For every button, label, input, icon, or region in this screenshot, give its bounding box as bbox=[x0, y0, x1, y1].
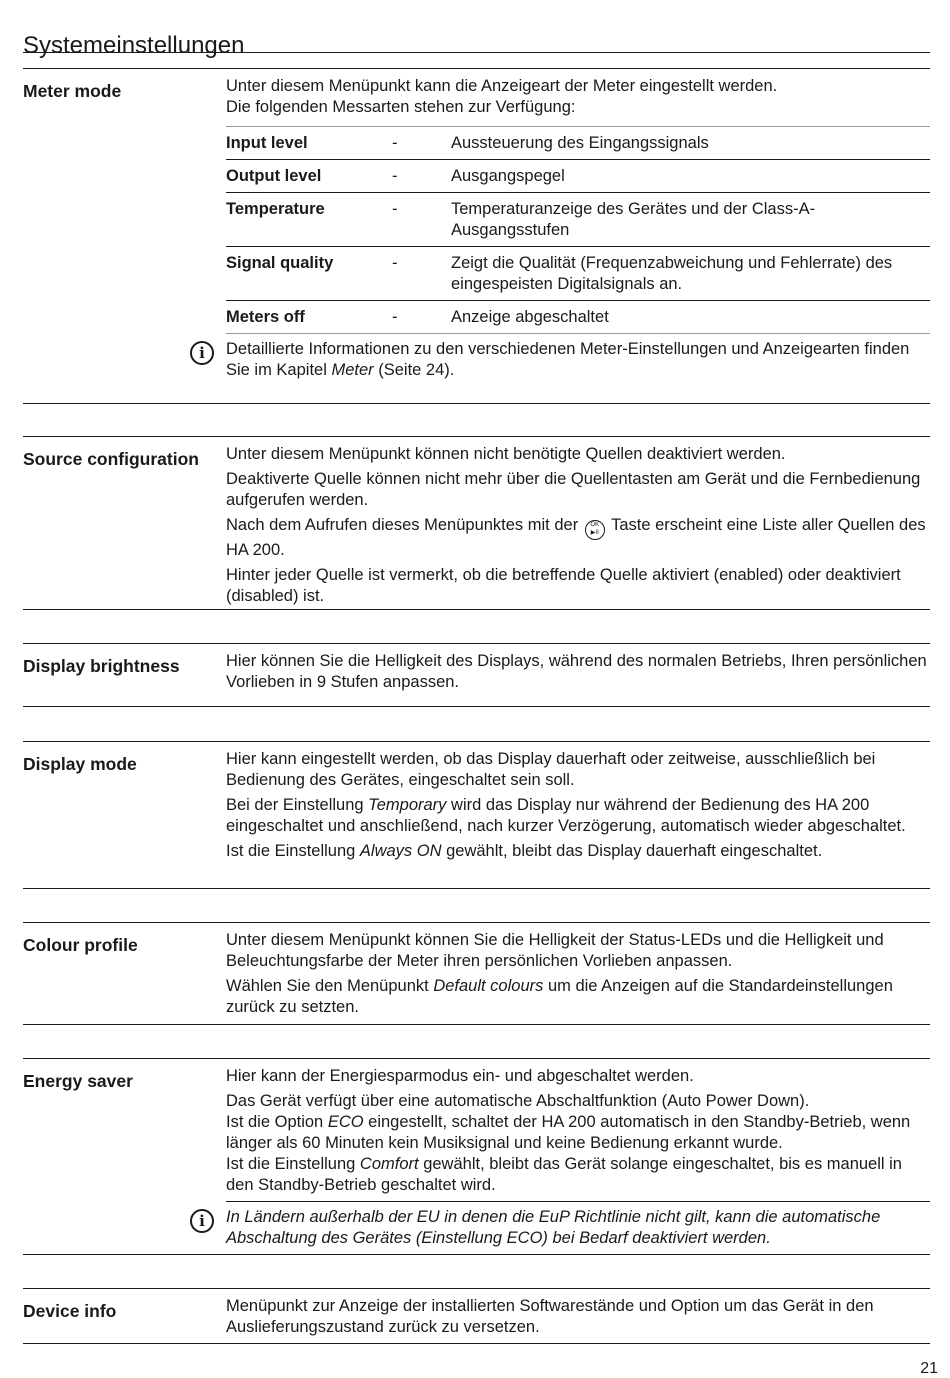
paragraph: Hier kann der Energiesparmodus ein- und abgeschaltet werden. bbox=[226, 1067, 694, 1085]
paragraph: Menüpunkt zur Anzeige der installierten Softwarestände und Option um das Gerät in den Auslieferungszustand zurück zu versetzen. bbox=[226, 1297, 874, 1336]
menu-item-name: Default colours bbox=[433, 977, 544, 995]
section-heading: Colour profile bbox=[23, 935, 138, 955]
text-part: Ist die Option bbox=[226, 1113, 328, 1131]
text-part: Wählen Sie den Menüpunkt bbox=[226, 977, 434, 995]
info-icon: i bbox=[190, 341, 214, 365]
page-number: 21 bbox=[920, 1360, 938, 1377]
section-display-mode bbox=[23, 741, 930, 889]
info-icon: i bbox=[190, 1209, 214, 1233]
option-name: ECO bbox=[327, 1113, 364, 1131]
table-row bbox=[226, 127, 930, 160]
paragraph bbox=[226, 795, 930, 837]
note-text-part: (Seite 24). bbox=[373, 361, 455, 379]
ok-play-pause-button-icon: OK ▶II bbox=[585, 520, 605, 540]
text-part: Ist die Einstellung bbox=[226, 1155, 360, 1173]
note-text: In Ländern außerhalb der EU in denen die EuP Richtlinie nicht gilt, kann die automatische Abschaltung des Gerätes (Einstellung ECO) bei Bedarf deaktiviert werden. bbox=[226, 1208, 881, 1247]
paragraph bbox=[226, 515, 930, 561]
paragraph: Das Gerät verfügt über eine automatische Abschaltfunktion (Auto Power Down). bbox=[226, 1092, 810, 1110]
note-text-part: Detaillierte Informationen zu den verschiedenen Meter-Einstellungen und Anzeigearten finden Sie im Kapitel bbox=[226, 340, 910, 379]
section-body bbox=[226, 651, 930, 697]
meter-type-description: Aussteuerung des Eingangssignals bbox=[451, 134, 709, 152]
meter-type-description: Temperaturanzeige des Gerätes und der Class-A-Ausgangsstufen bbox=[451, 200, 816, 239]
text-part: wird das Display nur während der Bedienung des HA 200 eingeschaltet und anschließend, nach kurzer Verzögerung, automatisch wieder abgeschaltet. bbox=[226, 796, 906, 835]
paragraph bbox=[226, 1112, 930, 1154]
section-heading: Device info bbox=[23, 1301, 117, 1321]
paragraph: Hinter jeder Quelle ist vermerkt, ob die betreffende Quelle aktiviert (enabled) oder deaktiviert (disabled) ist. bbox=[226, 566, 901, 605]
section-heading: Source configuration bbox=[23, 449, 199, 469]
separator-dash: - bbox=[392, 200, 398, 218]
text-part: gewählt, bleibt das Display dauerhaft eingeschaltet. bbox=[441, 842, 823, 860]
meter-type-name: Signal quality bbox=[226, 254, 334, 272]
paragraph bbox=[226, 1154, 930, 1196]
section-body bbox=[226, 930, 930, 1022]
page-title: Systemeinstellungen bbox=[23, 32, 245, 60]
note-text bbox=[226, 339, 930, 381]
paragraph: Unter diesem Menüpunkt kann die Anzeigeart der Meter eingestellt werden. bbox=[226, 77, 778, 95]
section-source-configuration bbox=[23, 436, 930, 610]
section-body bbox=[226, 444, 930, 611]
paragraph: Die folgenden Messarten stehen zur Verfügung: bbox=[226, 98, 576, 116]
chapter-reference: Meter bbox=[331, 361, 374, 379]
section-colour-profile bbox=[23, 922, 930, 1025]
section-body bbox=[199, 1066, 930, 1249]
section-heading: Display mode bbox=[23, 754, 137, 774]
separator-dash: - bbox=[392, 167, 398, 185]
section-body bbox=[199, 76, 930, 381]
section-body bbox=[226, 749, 930, 866]
setting-name: Temporary bbox=[368, 796, 447, 814]
paragraph: Hier können Sie die Helligkeit des Displays, während des normalen Betriebs, Ihren persönlichen Vorlieben in 9 Stufen anpassen. bbox=[226, 652, 927, 691]
text-part: gewählt, bleibt das Gerät solange eingeschaltet, bis es manuell in den Standby-Betrieb geschaltet wird. bbox=[226, 1155, 902, 1194]
paragraph: Hier kann eingestellt werden, ob das Display dauerhaft oder zeitweise, ausschließlich bei Bedienung des Gerätes, eingeschaltet sein soll. bbox=[226, 750, 876, 789]
text-part: Nach dem Aufrufen dieses Menüpunktes mit der bbox=[226, 516, 583, 534]
section-meter-mode bbox=[23, 68, 930, 404]
section-heading: Display brightness bbox=[23, 656, 180, 676]
table-row bbox=[226, 160, 930, 193]
text-part: Ist die Einstellung bbox=[226, 842, 360, 860]
info-note bbox=[199, 339, 930, 381]
divider bbox=[226, 1201, 930, 1202]
meter-type-name: Meters off bbox=[226, 308, 305, 326]
text-part: Taste erscheint eine Liste aller Quellen des HA 200. bbox=[226, 516, 926, 559]
paragraph bbox=[226, 976, 930, 1018]
text-part: eingestellt, schaltet der HA 200 automatisch in den Standby-Betrieb, wenn länger als 60 Minuten kein Musiksignal und keine Bedienung erkannt wurde. bbox=[226, 1113, 911, 1152]
table-row bbox=[226, 247, 930, 301]
section-display-brightness bbox=[23, 643, 930, 707]
section-device-info bbox=[23, 1288, 930, 1344]
section-heading: Meter mode bbox=[23, 81, 122, 101]
paragraph bbox=[226, 841, 930, 862]
text-part: Bei der Einstellung bbox=[226, 796, 369, 814]
text-part: um die Anzeigen auf die Standardeinstellungen zurück zu setzten. bbox=[226, 977, 893, 1016]
table-row bbox=[226, 193, 930, 247]
meter-type-description: Ausgangspegel bbox=[451, 167, 565, 185]
meter-type-name: Temperature bbox=[226, 200, 325, 218]
separator-dash: - bbox=[392, 254, 398, 272]
section-energy-saver bbox=[23, 1058, 930, 1255]
section-body bbox=[226, 1296, 930, 1342]
table-row bbox=[226, 301, 930, 334]
meter-type-name: Input level bbox=[226, 134, 308, 152]
meter-types-table bbox=[226, 126, 930, 334]
setting-name: Always ON bbox=[359, 842, 442, 860]
meter-type-name: Output level bbox=[226, 167, 322, 185]
meter-type-description: Anzeige abgeschaltet bbox=[451, 308, 609, 326]
paragraph: Deaktiverte Quelle können nicht mehr über die Quellentasten am Gerät und die Fernbedienung aufgerufen werden. bbox=[226, 470, 921, 509]
meter-type-description: Zeigt die Qualität (Frequenzabweichung und Fehlerrate) des eingespeisten Digitalsignals an. bbox=[451, 254, 893, 293]
paragraph: Unter diesem Menüpunkt können nicht benötigte Quellen deaktiviert werden. bbox=[226, 445, 786, 463]
separator-dash: - bbox=[392, 308, 398, 326]
setting-name: Comfort bbox=[359, 1155, 419, 1173]
title-rule bbox=[23, 52, 930, 53]
info-note bbox=[199, 1207, 930, 1249]
separator-dash: - bbox=[392, 134, 398, 152]
section-heading: Energy saver bbox=[23, 1071, 133, 1091]
paragraph: Unter diesem Menüpunkt können Sie die Helligkeit der Status-LEDs und die Helligkeit und Beleuchtungsfarbe der Meter ihren persönlichen Vorlieben anpassen. bbox=[226, 931, 884, 970]
